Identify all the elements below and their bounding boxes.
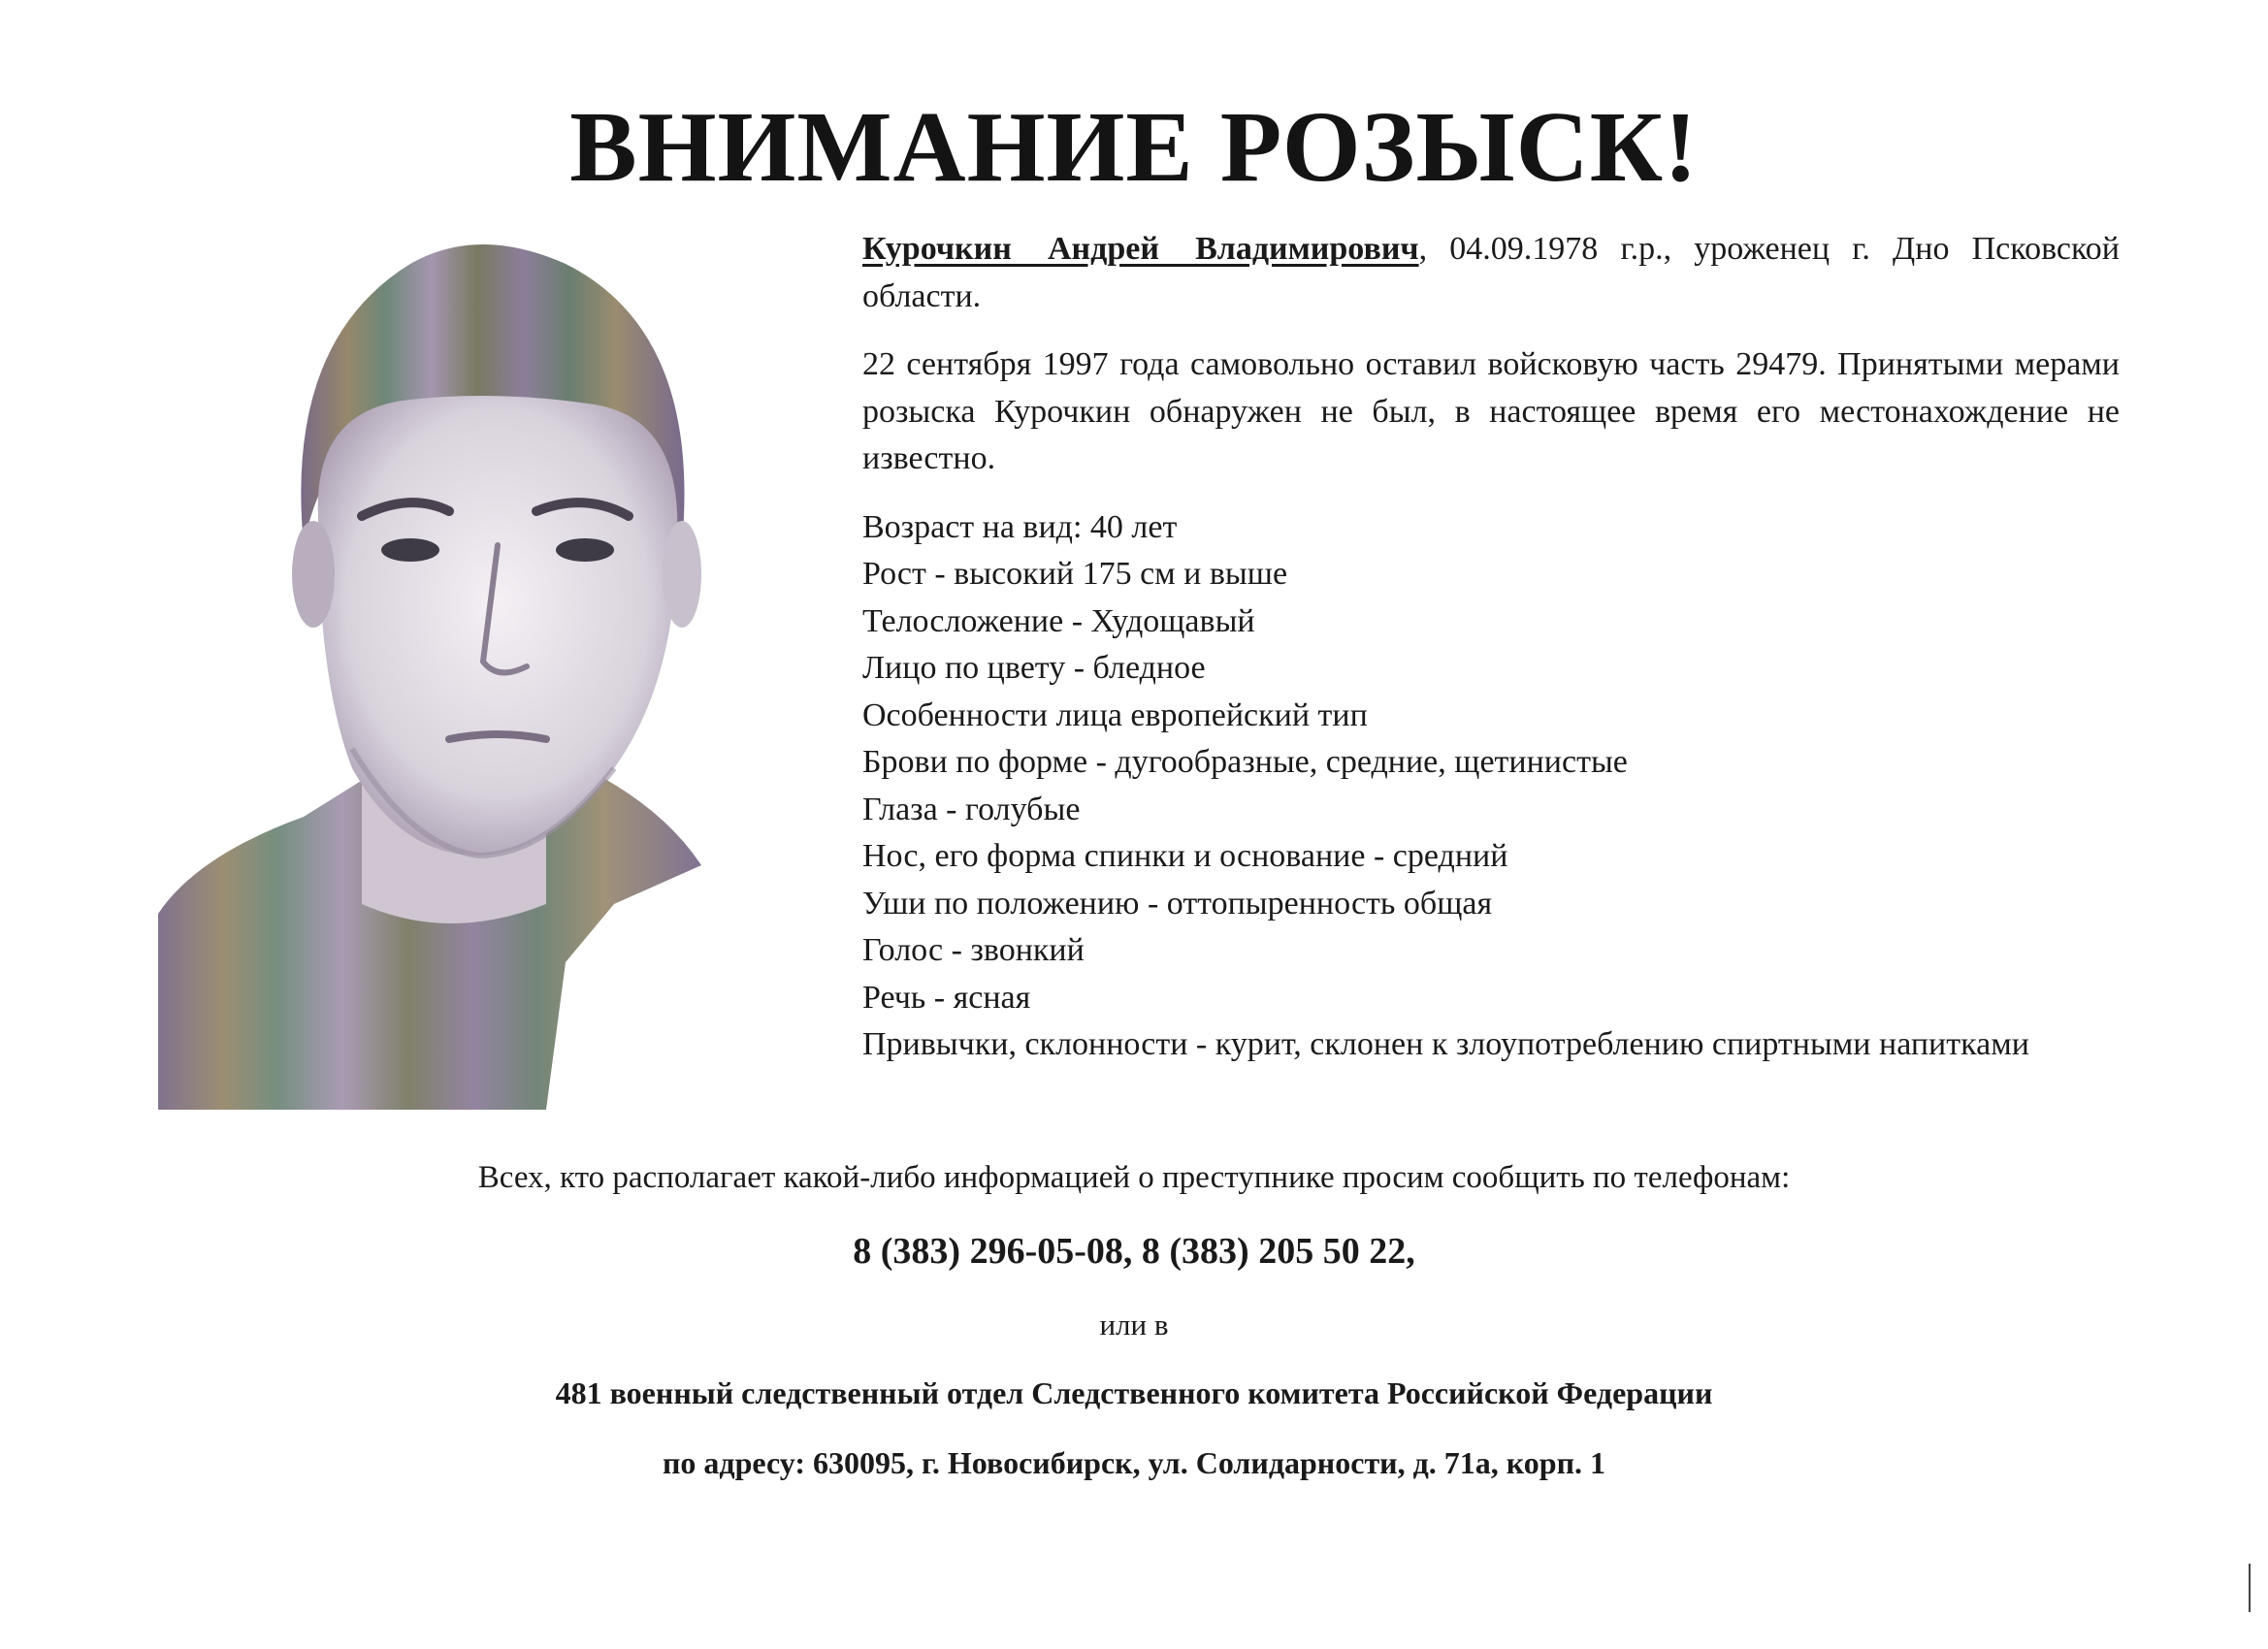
contact-or: или в	[1099, 1308, 1169, 1342]
attribute-complexion: Лицо по цвету - бледное	[862, 650, 1206, 686]
contact-phones: 8 (383) 296-05-08, 8 (383) 205 50 22,	[853, 1231, 1415, 1272]
contact-appeal: Всех, кто располагает какой-либо информацией о преступнике просим сообщить по телефонам:	[477, 1160, 1791, 1195]
attribute-face-type: Особенности лица европейский тип	[862, 696, 1368, 733]
suspect-photo	[158, 225, 752, 1110]
attribute-voice: Голос - звонкий	[862, 932, 1085, 968]
contact-organization: 481 военный следственный отдел Следственного комитета Российской Федерации	[555, 1375, 1713, 1410]
incident-paragraph: 22 сентября 1997 года самовольно оставил войсковую часть 29479. Принятыми мерами розыска Курочкин обнаружен не был, в настоящее время его местонахождение не известно.	[862, 346, 2120, 476]
attribute-nose: Нос, его форма спинки и основание - средний	[862, 838, 1508, 874]
attribute-brows: Брови по форме - дугообразные, средние, щетинистые	[862, 744, 1628, 780]
description-list	[862, 504, 2120, 1069]
attribute-habits: Привычки, склонности - курит, склонен к злоупотреблению спиртными напитками	[862, 1026, 2029, 1062]
attribute-ears: Уши по положению - оттопыренность общая	[862, 885, 1493, 922]
suspect-name: Курочкин Андрей Владимирович	[862, 231, 1419, 267]
contact-address: по адресу: 630095, г. Новосибирск, ул. Солидарности, д. 71а, корп. 1	[662, 1445, 1606, 1480]
suspect-details	[862, 226, 2120, 1069]
attribute-build: Телосложение - Худощавый	[862, 602, 1255, 639]
attribute-age: Возраст на вид: 40 лет	[862, 508, 1178, 545]
attribute-height: Рост - высокий 175 см и выше	[862, 556, 1288, 592]
identity-paragraph	[862, 226, 2120, 320]
attribute-eyes: Глаза - голубые	[862, 791, 1081, 827]
poster-title: ВНИМАНИЕ РОЗЫСК!	[569, 91, 1699, 203]
birth-info: , 04.09.1978 г.р., уроженец г. Дно Псковской области.	[862, 231, 2120, 314]
attribute-speech: Речь - ясная	[862, 979, 1031, 1016]
scan-edge-mark	[2249, 1564, 2251, 1612]
